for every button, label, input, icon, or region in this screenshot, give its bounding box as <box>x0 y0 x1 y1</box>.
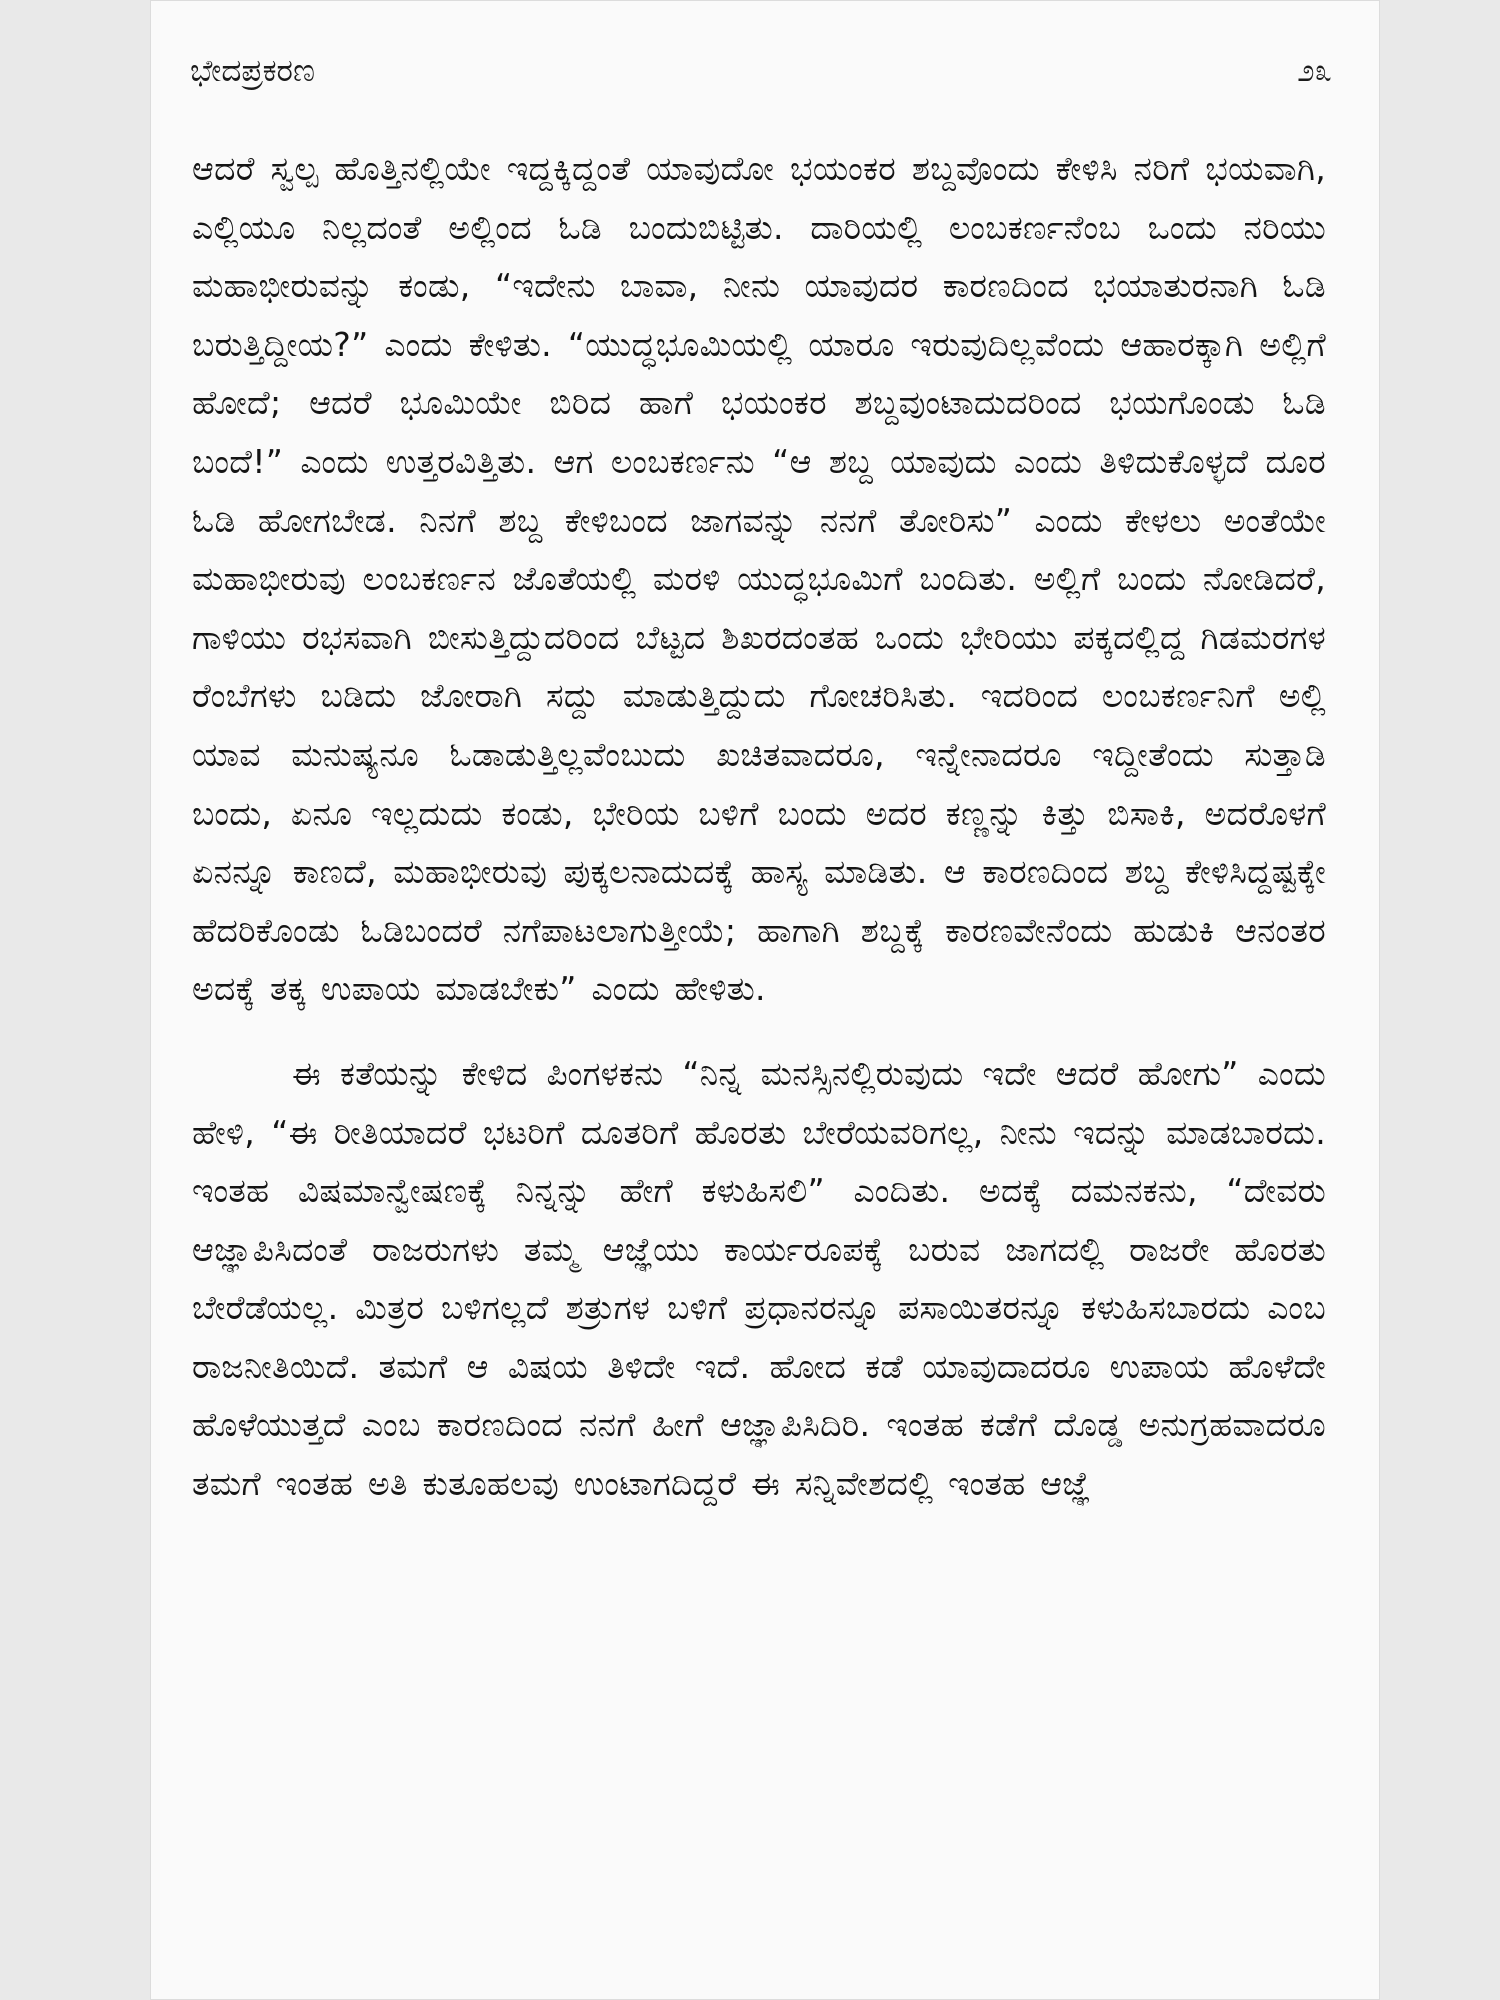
book-page <box>150 0 1380 2000</box>
chapter-title: ಭೇದಪ್ರಕರಣ <box>190 52 315 89</box>
paragraph-1: ಆದರೆ ಸ್ವಲ್ಪ ಹೊತ್ತಿನಲ್ಲಿಯೇ ಇದ್ದಕ್ಕಿದ್ದಂತೆ ಯಾವುದೋ ಭಯಂಕರ ಶಬ್ದವೊಂದು ಕೇಳಿಸಿ ನರಿಗೆ ಭಯವಾಗಿ, ಎಲ್ಲಿಯೂ ನಿಲ್ಲದಂತೆ ಅಲ್ಲಿಂದ ಓಡಿ ಬಂದುಬಿಟ್ಟಿತು. ದಾರಿಯಲ್ಲಿ ಲಂಬಕರ್ಣನೆಂಬ ಒಂದು ನರಿಯು ಮಹಾಭೀರುವನ್ನು ಕಂಡು, “ಇದೇನು ಬಾವಾ, ನೀನು ಯಾವುದರ ಕಾರಣದಿಂದ ಭಯಾತುರನಾಗಿ ಓಡಿ ಬರುತ್ತಿದ್ದೀಯ?” ಎಂದು ಕೇಳಿತು. “ಯುದ್ಧಭೂಮಿಯಲ್ಲಿ ಯಾರೂ ಇರುವುದಿಲ್ಲವೆಂದು ಆಹಾರಕ್ಕಾಗಿ ಅಲ್ಲಿಗೆ ಹೋದೆ; ಆದರೆ ಭೂಮಿಯೇ ಬಿರಿದ ಹಾಗೆ ಭಯಂಕರ ಶಬ್ದವುಂಟಾದುದರಿಂದ ಭಯಗೊಂಡು ಓಡಿ ಬಂದೆ!” ಎಂದು ಉತ್ತರವಿತ್ತಿತು. ಆಗ ಲಂಬಕರ್ಣನು “ಆ ಶಬ್ದ ಯಾವುದು ಎಂದು ತಿಳಿದುಕೊಳ್ಳದೆ ದೂರ ಓಡಿ ಹೋಗಬೇಡ. ನಿನಗೆ ಶಬ್ದ ಕೇಳಿಬಂದ ಜಾಗವನ್ನು ನನಗೆ ತೋರಿಸು” ಎಂದು ಕೇಳಲು ಅಂತೆಯೇ ಮಹಾಭೀರುವು ಲಂಬಕರ್ಣನ ಜೊತೆಯಲ್ಲಿ ಮರಳಿ ಯುದ್ಧಭೂಮಿಗೆ ಬಂದಿತು. ಅಲ್ಲಿಗೆ ಬಂದು ನೋಡಿದರೆ, ಗಾಳಿಯು ರಭಸವಾಗಿ ಬೀಸುತ್ತಿದ್ದುದರಿಂದ ಬೆಟ್ಟದ ಶಿಖರದಂತಹ ಒಂದು ಭೇರಿಯು ಪಕ್ಕದಲ್ಲಿದ್ದ ಗಿಡಮರಗಳ ರೆಂಬೆಗಳು ಬಡಿದು ಜೋರಾಗಿ ಸದ್ದು ಮಾಡುತ್ತಿದ್ದುದು ಗೋಚರಿಸಿತು. ಇದರಿಂದ ಲಂಬಕರ್ಣನಿಗೆ ಅಲ್ಲಿ ಯಾವ ಮನುಷ್ಯನೂ ಓಡಾಡುತ್ತಿಲ್ಲವೆಂಬುದು ಖಚಿತವಾದರೂ, ಇನ್ನೇನಾದರೂ ಇದ್ದೀತೆಂದು ಸುತ್ತಾಡಿ ಬಂದು, ಏನೂ ಇಲ್ಲದುದು ಕಂಡು, ಭೇರಿಯ ಬಳಿಗೆ ಬಂದು ಅದರ ಕಣ್ಣನ್ನು ಕಿತ್ತು ಬಿಸಾಕಿ, ಅದರೊಳಗೆ ಏನನ್ನೂ ಕಾಣದೆ, ಮಹಾಭೀರುವು ಪುಕ್ಕಲನಾದುದಕ್ಕೆ ಹಾಸ್ಯ ಮಾಡಿತು. ಆ ಕಾರಣದಿಂದ ಶಬ್ದ ಕೇಳಿಸಿದ್ದಷ್ಟಕ್ಕೇ ಹೆದರಿಕೊಂಡು ಓಡಿಬಂದರೆ ನಗೆಪಾಟಲಾಗುತ್ತೀಯೆ; ಹಾಗಾಗಿ ಶಬ್ದಕ್ಕೆ ಕಾರಣವೇನೆಂದು ಹುಡುಕಿ ಆನಂತರ ಅದಕ್ಕೆ ತಕ್ಕ ಉಪಾಯ ಮಾಡಬೇಕು” ಎಂದು ಹೇಳಿತು. <box>192 149 1326 1009</box>
page-number: ೨೩ <box>1297 52 1332 89</box>
body-text <box>192 140 1326 1514</box>
paragraph-2: ಈ ಕತೆಯನ್ನು ಕೇಳಿದ ಪಿಂಗಳಕನು “ನಿನ್ನ ಮನಸ್ಸಿನಲ್ಲಿರುವುದು ಇದೇ ಆದರೆ ಹೋಗು” ಎಂದು ಹೇಳಿ, “ಈ ರೀತಿಯಾದರೆ ಭಟರಿಗೆ ದೂತರಿಗೆ ಹೊರತು ಬೇರೆಯವರಿಗಲ್ಲ, ನೀನು ಇದನ್ನು ಮಾಡಬಾರದು. ಇಂತಹ ವಿಷಮಾನ್ವೇಷಣಕ್ಕೆ ನಿನ್ನನ್ನು ಹೇಗೆ ಕಳುಹಿಸಲಿ” ಎಂದಿತು. ಅದಕ್ಕೆ ದಮನಕನು, “ದೇವರು ಆಜ್ಞಾಪಿಸಿದಂತೆ ರಾಜರುಗಳು ತಮ್ಮ ಆಜ್ಞೆಯು ಕಾರ್ಯರೂಪಕ್ಕೆ ಬರುವ ಜಾಗದಲ್ಲಿ ರಾಜರೇ ಹೊರತು ಬೇರೆಡೆಯಲ್ಲ. ಮಿತ್ರರ ಬಳಿಗಲ್ಲದೆ ಶತ್ರುಗಳ ಬಳಿಗೆ ಪ್ರಧಾನರನ್ನೂ ಪಸಾಯಿತರನ್ನೂ ಕಳುಹಿಸಬಾರದು ಎಂಬ ರಾಜನೀತಿಯಿದೆ. ತಮಗೆ ಆ ವಿಷಯ ತಿಳಿದೇ ಇದೆ. ಹೋದ ಕಡೆ ಯಾವುದಾದರೂ ಉಪಾಯ ಹೊಳೆದೇ ಹೊಳೆಯುತ್ತದೆ ಎಂಬ ಕಾರಣದಿಂದ ನನಗೆ ಹೀಗೆ ಆಜ್ಞಾಪಿಸಿದಿರಿ. ಇಂತಹ ಕಡೆಗೆ ದೊಡ್ಡ ಅನುಗ್ರಹವಾದರೂ ತಮಗೆ ಇಂತಹ ಅತಿ ಕುತೂಹಲವು ಉಂಟಾಗದಿದ್ದರೆ ಈ ಸನ್ನಿವೇಶದಲ್ಲಿ ಇಂತಹ ಆಜ್ಞೆ <box>192 1053 1326 1504</box>
running-header <box>190 48 1332 94</box>
